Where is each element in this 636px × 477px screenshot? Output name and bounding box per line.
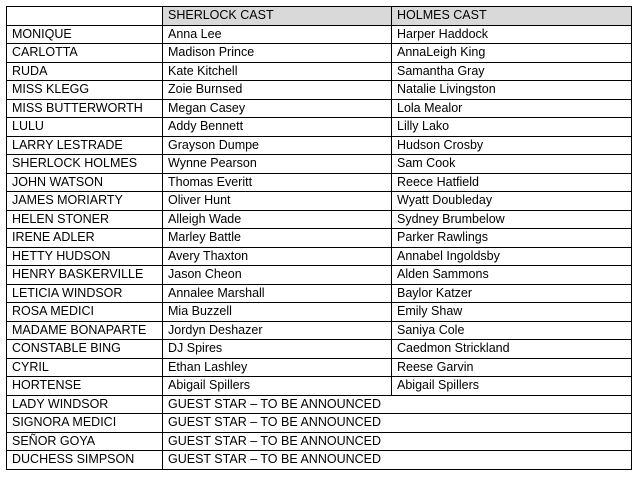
role-cell: MADAME BONAPARTE bbox=[7, 321, 163, 340]
sherlock-cast-cell: Abigail Spillers bbox=[163, 377, 392, 396]
sherlock-cast-cell: Mia Buzzell bbox=[163, 303, 392, 322]
holmes-cast-cell: Lilly Lako bbox=[392, 118, 632, 137]
holmes-cast-cell: Reece Hatfield bbox=[392, 173, 632, 192]
holmes-cast-cell: Emily Shaw bbox=[392, 303, 632, 322]
role-cell: SEÑOR GOYA bbox=[7, 432, 163, 451]
sherlock-cast-cell: Ethan Lashley bbox=[163, 358, 392, 377]
holmes-cast-cell: Caedmon Strickland bbox=[392, 340, 632, 359]
role-cell: MONIQUE bbox=[7, 25, 163, 44]
role-cell: SIGNORA MEDICI bbox=[7, 414, 163, 433]
header-holmes-cast: HOLMES CAST bbox=[392, 7, 632, 26]
table-row bbox=[7, 25, 632, 44]
table-row bbox=[7, 229, 632, 248]
table-row bbox=[7, 136, 632, 155]
sherlock-cast-cell: Zoie Burnsed bbox=[163, 81, 392, 100]
role-cell: JAMES MORIARTY bbox=[7, 192, 163, 211]
holmes-cast-cell: Parker Rawlings bbox=[392, 229, 632, 248]
guest-table-row bbox=[7, 451, 632, 470]
sherlock-cast-cell: Annalee Marshall bbox=[163, 284, 392, 303]
guest-star-cell: GUEST STAR – TO BE ANNOUNCED bbox=[163, 451, 632, 470]
holmes-cast-cell: AnnaLeigh King bbox=[392, 44, 632, 63]
role-cell: SHERLOCK HOLMES bbox=[7, 155, 163, 174]
holmes-cast-cell: Natalie Livingston bbox=[392, 81, 632, 100]
holmes-cast-cell: Sydney Brumbelow bbox=[392, 210, 632, 229]
sherlock-cast-cell: Jordyn Deshazer bbox=[163, 321, 392, 340]
holmes-cast-cell: Abigail Spillers bbox=[392, 377, 632, 396]
holmes-cast-cell: Reese Garvin bbox=[392, 358, 632, 377]
holmes-cast-cell: Harper Haddock bbox=[392, 25, 632, 44]
role-cell: LADY WINDSOR bbox=[7, 395, 163, 414]
role-cell: CYRIL bbox=[7, 358, 163, 377]
role-cell: DUCHESS SIMPSON bbox=[7, 451, 163, 470]
holmes-cast-cell: Hudson Crosby bbox=[392, 136, 632, 155]
cast-table-body bbox=[7, 7, 632, 470]
sherlock-cast-cell: Avery Thaxton bbox=[163, 247, 392, 266]
table-row bbox=[7, 81, 632, 100]
holmes-cast-cell: Baylor Katzer bbox=[392, 284, 632, 303]
role-cell: CONSTABLE BING bbox=[7, 340, 163, 359]
table-row bbox=[7, 99, 632, 118]
holmes-cast-cell: Wyatt Doubleday bbox=[392, 192, 632, 211]
guest-star-cell: GUEST STAR – TO BE ANNOUNCED bbox=[163, 432, 632, 451]
holmes-cast-cell: Alden Sammons bbox=[392, 266, 632, 285]
role-cell: HORTENSE bbox=[7, 377, 163, 396]
role-cell: CARLOTTA bbox=[7, 44, 163, 63]
sherlock-cast-cell: DJ Spires bbox=[163, 340, 392, 359]
holmes-cast-cell: Annabel Ingoldsby bbox=[392, 247, 632, 266]
table-row bbox=[7, 62, 632, 81]
sherlock-cast-cell: Kate Kitchell bbox=[163, 62, 392, 81]
guest-table-row bbox=[7, 395, 632, 414]
role-cell: HETTY HUDSON bbox=[7, 247, 163, 266]
table-row bbox=[7, 377, 632, 396]
role-cell: IRENE ADLER bbox=[7, 229, 163, 248]
sherlock-cast-cell: Oliver Hunt bbox=[163, 192, 392, 211]
role-cell: JOHN WATSON bbox=[7, 173, 163, 192]
role-cell: MISS BUTTERWORTH bbox=[7, 99, 163, 118]
table-row bbox=[7, 192, 632, 211]
sherlock-cast-cell: Marley Battle bbox=[163, 229, 392, 248]
guest-star-cell: GUEST STAR – TO BE ANNOUNCED bbox=[163, 395, 632, 414]
sherlock-cast-cell: Addy Bennett bbox=[163, 118, 392, 137]
sherlock-cast-cell: Wynne Pearson bbox=[163, 155, 392, 174]
table-row bbox=[7, 247, 632, 266]
cast-table bbox=[6, 6, 632, 470]
holmes-cast-cell: Sam Cook bbox=[392, 155, 632, 174]
table-row bbox=[7, 358, 632, 377]
sherlock-cast-cell: Thomas Everitt bbox=[163, 173, 392, 192]
table-row bbox=[7, 44, 632, 63]
sherlock-cast-cell: Anna Lee bbox=[163, 25, 392, 44]
sherlock-cast-cell: Madison Prince bbox=[163, 44, 392, 63]
holmes-cast-cell: Lola Mealor bbox=[392, 99, 632, 118]
role-cell: HELEN STONER bbox=[7, 210, 163, 229]
sherlock-cast-cell: Grayson Dumpe bbox=[163, 136, 392, 155]
guest-table-row bbox=[7, 414, 632, 433]
table-row bbox=[7, 303, 632, 322]
role-cell: LETICIA WINDSOR bbox=[7, 284, 163, 303]
table-row bbox=[7, 266, 632, 285]
role-cell: RUDA bbox=[7, 62, 163, 81]
table-row bbox=[7, 210, 632, 229]
table-row bbox=[7, 155, 632, 174]
holmes-cast-cell: Saniya Cole bbox=[392, 321, 632, 340]
header-role-cell bbox=[7, 7, 163, 26]
holmes-cast-cell: Samantha Gray bbox=[392, 62, 632, 81]
table-row bbox=[7, 340, 632, 359]
role-cell: LARRY LESTRADE bbox=[7, 136, 163, 155]
sherlock-cast-cell: Alleigh Wade bbox=[163, 210, 392, 229]
role-cell: MISS KLEGG bbox=[7, 81, 163, 100]
guest-star-cell: GUEST STAR – TO BE ANNOUNCED bbox=[163, 414, 632, 433]
sherlock-cast-cell: Jason Cheon bbox=[163, 266, 392, 285]
table-row bbox=[7, 321, 632, 340]
role-cell: LULU bbox=[7, 118, 163, 137]
guest-table-row bbox=[7, 432, 632, 451]
table-row bbox=[7, 118, 632, 137]
header-sherlock-cast: SHERLOCK CAST bbox=[163, 7, 392, 26]
table-header-row bbox=[7, 7, 632, 26]
table-row bbox=[7, 284, 632, 303]
table-row bbox=[7, 173, 632, 192]
role-cell: HENRY BASKERVILLE bbox=[7, 266, 163, 285]
sherlock-cast-cell: Megan Casey bbox=[163, 99, 392, 118]
role-cell: ROSA MEDICI bbox=[7, 303, 163, 322]
